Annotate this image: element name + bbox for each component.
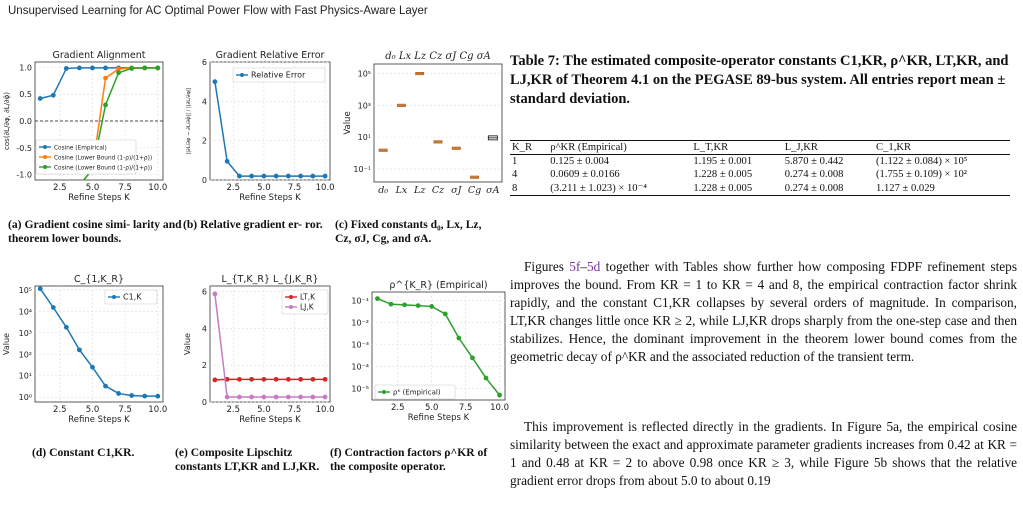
data-point — [310, 395, 315, 400]
y-tick-label: 10⁻⁵ — [351, 384, 369, 394]
caption-c-text: Fixed constants d₀, Lx, Lz, Cz, σJ, Cg, and σA. — [335, 218, 482, 245]
data-point — [261, 377, 266, 382]
table-cell: 4 — [512, 169, 518, 180]
caption-f-label: (f) — [330, 446, 342, 459]
data-point — [103, 76, 108, 81]
x-tick-label: 5.0 — [85, 405, 100, 415]
data-point — [416, 303, 421, 308]
table-header-cell: ρ^KR (Empirical) — [550, 142, 627, 153]
data-point — [51, 305, 56, 310]
y-tick-label: 6 — [201, 287, 207, 297]
chart-contraction — [340, 262, 510, 422]
caption-b — [183, 218, 333, 232]
x-tick-label: σA — [486, 185, 500, 196]
data-point — [225, 159, 230, 164]
table-header-cell: C_1,KR — [876, 142, 912, 153]
data-point — [129, 393, 134, 398]
chart-d-svg — [0, 262, 170, 425]
data-point — [323, 174, 328, 179]
y-tick-label: 10¹ — [18, 371, 32, 381]
data-point — [375, 296, 380, 301]
x-tick-label: 2.5 — [53, 405, 67, 415]
data-point — [90, 365, 95, 370]
x-tick-label: 5.0 — [257, 183, 271, 193]
data-point — [129, 66, 134, 71]
chart-title: L_{T,K_R} L_{J,K_R} — [221, 274, 319, 285]
figure-ref-5d[interactable]: 5d — [587, 259, 601, 274]
x-tick-label: Lz — [414, 185, 426, 196]
x-tick-label: 7.5 — [118, 183, 132, 193]
caption-f — [330, 446, 495, 474]
x-tick-label: Cz — [431, 185, 445, 196]
y-tick-label: 0 — [201, 398, 207, 407]
chart-title: Gradient Relative Error — [215, 50, 325, 61]
chart-a-svg — [0, 40, 170, 210]
y-tick-label: 2 — [201, 361, 207, 371]
data-point — [103, 384, 108, 389]
caption-b-text: Relative gradient er- ror. — [200, 218, 323, 231]
data-point — [103, 66, 108, 71]
y-tick-label: 10⁰ — [18, 393, 32, 403]
table-cell: (3.211 ± 1.023) × 10⁻⁴ — [550, 183, 647, 194]
y-tick-label: 4 — [201, 97, 207, 107]
chart-constant-c1 — [0, 262, 170, 425]
table-header-cell: K_R — [512, 142, 533, 153]
y-tick-label: 10⁻² — [351, 318, 369, 328]
data-point — [38, 96, 43, 101]
y-tick-label: -1.0 — [16, 170, 32, 180]
data-point — [249, 395, 254, 400]
data-point — [456, 336, 461, 341]
legend-label: ρᴷ (Empirical) — [393, 388, 441, 397]
x-axis-label: Refine Steps K — [239, 193, 301, 203]
data-point — [142, 394, 147, 399]
caption-a — [8, 218, 183, 246]
plot-frame — [372, 292, 505, 400]
y-tick-label: 0.5 — [19, 90, 32, 100]
table-cell: 0.0609 ± 0.0166 — [550, 169, 620, 180]
running-head: Unsupervised Learning for AC Optimal Power Flow with Fast Physics-Aware Layer — [8, 5, 428, 17]
x-tick-label: 2.5 — [226, 183, 241, 193]
y-axis-label: Value — [343, 111, 353, 135]
table-row — [510, 181, 1010, 196]
body-text-2: This improvement is reflected directly in the gradients. In Figure 5a, the empirical cosine similarity between the exact and approximate parameter gradients increases from 0.42 at KR = 1 and 0.48 at KR = 2 to above 0.98 once KR ≥ 3, while Figure 5b shows that the relative gradient error drops from about 5.0 to about 0.19 — [510, 419, 1017, 488]
y-tick-label: 2 — [201, 136, 207, 146]
data-point — [249, 174, 254, 179]
x-tick-label: 7.5 — [458, 403, 473, 413]
legend-marker — [289, 295, 293, 299]
data-point — [274, 395, 279, 400]
table-cell: 5.870 ± 0.442 — [784, 156, 844, 167]
data-point — [470, 355, 475, 360]
body-text-1: together with Tables show further how composing FDPF refinement steps improves the bound. From KR = 1 to KR = 4 and 8, the empirical contraction factor shrink rapidly, and the constant C1,KR collapses by several orders of magnitude. In comparison, LT,KR changes little once KR ≥ 2, while LJ,KR drops sharply from the one-step case and then stabilizes. Hence, the dominant improvement in the theorem lower bound comes from the geometric decay of ρ^KR and the associated reduction of the transient term. — [510, 259, 1017, 364]
data-point — [402, 302, 407, 307]
chart-gradient-alignment — [0, 40, 170, 215]
figure-ref-5f[interactable]: 5f — [569, 259, 581, 274]
data-point — [323, 395, 328, 400]
y-axis-label: Value — [183, 333, 192, 355]
caption-e-text: Composite Lipschitz constants LT,KR and LJ,KR. — [175, 446, 320, 473]
legend-label: C1,K — [123, 292, 142, 302]
y-tick-label: 0.0 — [19, 117, 32, 126]
body-paragraph-2 — [510, 418, 1017, 490]
table-cell: 1.228 ± 0.005 — [693, 182, 753, 194]
plot-frame — [374, 64, 502, 182]
data-point — [261, 174, 266, 179]
table-cell: (1.122 ± 0.084) × 10⁵ — [876, 156, 968, 167]
chart-b-svg — [170, 40, 340, 210]
legend-marker — [43, 145, 47, 149]
data-point — [286, 377, 291, 382]
x-axis-label: Refine Steps K — [407, 413, 470, 423]
x-tick-label: 7.5 — [287, 183, 302, 193]
data-point — [429, 304, 434, 309]
legend-label: LJ,K — [300, 302, 314, 312]
data-point — [237, 377, 242, 382]
chart-lipschitz — [170, 262, 340, 425]
y-tick-label: 4 — [201, 324, 207, 334]
table-cell: 1 — [512, 156, 518, 167]
caption-c-label: (c) — [335, 218, 348, 231]
data-point — [286, 395, 291, 400]
data-point — [103, 103, 108, 108]
table-caption: Table 7: The estimated composite-operator constants C1,KR, ρ^KR, LT,KR, and LJ,KR of Theorem 4.1 on the PEGASE 89-bus system. All entries report mean ± standard deviation. — [510, 53, 1009, 107]
table-header-cell: L_T,KR — [693, 142, 729, 153]
y-tick-label: 10⁵ — [357, 69, 371, 79]
table-header-cell: L_J,KR — [784, 142, 818, 153]
series-line — [40, 289, 158, 396]
y-tick-label: 10⁻¹ — [351, 296, 369, 306]
data-point — [237, 174, 242, 179]
x-tick-label: Lx — [395, 185, 408, 196]
series-line — [377, 299, 499, 396]
data-point — [77, 347, 82, 352]
x-tick-label: 10.0 — [315, 183, 335, 193]
x-tick-label: 10.0 — [490, 403, 510, 413]
caption-d-label: (d) — [32, 446, 47, 459]
legend-label: LT,K — [300, 292, 316, 302]
data-point — [497, 393, 502, 398]
x-tick-label: 7.5 — [118, 405, 132, 415]
caption-a-text: Gradient cosine simi- larity and theorem lower bounds. — [8, 218, 182, 245]
chart-gradient-relative-error — [170, 40, 340, 215]
chart-title: Gradient Alignment — [52, 50, 146, 61]
chart-e-svg — [170, 262, 340, 425]
x-tick-label: Cg — [467, 185, 482, 196]
data-point — [286, 174, 291, 179]
data-point — [310, 174, 315, 179]
table-cell: 0.274 ± 0.008 — [784, 182, 844, 194]
data-point — [298, 174, 303, 179]
y-axis-label: cos(∂L/∂φ, ∂L/∂φ̂) — [3, 92, 11, 150]
y-tick-label: 10² — [18, 350, 32, 360]
caption-d-text: Constant C1,KR. — [49, 446, 135, 459]
data-point — [261, 395, 266, 400]
x-tick-label: σJ — [451, 185, 462, 196]
x-tick-label: 10.0 — [148, 183, 168, 193]
caption-d — [32, 446, 172, 460]
y-tick-label: 6 — [201, 58, 207, 67]
body-paragraph-1: Figures 5f–5d together with Tables show further how composing FDPF refinement steps improves the bound. From KR = 1 to KR = 4 and 8, the empirical contraction factor shrink rapidly, and the constant C1,KR collapses by several orders of magnitude. In comparison, LT,KR changes little once KR ≥ 2, while LJ,KR drops sharply from the one-step case and then stabilizes. Hence, the dominant improvement in the theorem lower bound comes from the geometric decay of ρ^KR and the associated reduction of the transient term. — [510, 259, 1017, 364]
data-point — [310, 377, 315, 382]
table-cell: 0.125 ± 0.004 — [550, 156, 610, 167]
data-point — [274, 174, 279, 179]
table-row — [510, 155, 1010, 169]
y-tick-label: 10⁵ — [18, 285, 32, 295]
table-7 — [510, 140, 1010, 196]
data-point — [323, 377, 328, 382]
caption-e — [175, 446, 325, 474]
y-tick-label: 10⁻⁴ — [351, 362, 369, 372]
legend-marker — [43, 165, 47, 169]
y-axis-label: ||∂L/∂φ − ∂L/∂φ̂|| / ||∂L/∂φ|| — [186, 87, 192, 155]
table-cell: (1.755 ± 0.109) × 10² — [876, 169, 967, 180]
legend-label: Cosine (Lower Bound (1-ρ)/(1+ρ)) — [54, 165, 153, 172]
x-axis-label: Refine Steps K — [239, 415, 301, 425]
data-point — [90, 66, 95, 71]
legend-marker — [289, 305, 293, 309]
x-tick-label: 7.5 — [287, 405, 302, 415]
data-point — [77, 66, 82, 71]
data-point — [212, 378, 217, 383]
table-cell: 0.274 ± 0.008 — [784, 169, 844, 180]
x-tick-label: 5.0 — [257, 405, 271, 415]
data-point — [212, 79, 217, 84]
legend-label: Cosine (Empirical) — [54, 145, 107, 152]
caption-f-text: Contraction factors ρ^KR of the composite operator. — [330, 446, 488, 473]
legend-marker — [112, 295, 116, 299]
table-row — [510, 168, 1010, 181]
x-tick-label: 5.0 — [85, 183, 100, 193]
data-point — [237, 395, 242, 400]
data-point — [212, 292, 217, 297]
x-axis-label: Refine Steps K — [68, 415, 130, 425]
table-cell: 8 — [512, 182, 518, 194]
x-tick-label: 5.0 — [424, 403, 439, 413]
data-point — [298, 395, 303, 400]
y-axis-label: Value — [2, 333, 11, 355]
data-point — [274, 377, 279, 382]
caption-a-label: (a) — [8, 218, 22, 231]
legend-marker — [382, 390, 386, 394]
y-tick-label: 10⁻¹ — [353, 164, 371, 174]
data-point — [389, 302, 394, 307]
table-cell: 1.127 ± 0.029 — [876, 182, 935, 194]
y-tick-label: 10⁴ — [18, 307, 32, 317]
chart-f-svg — [340, 262, 510, 423]
chart-title: ρ^{K_R} (Empirical) — [389, 280, 488, 291]
y-tick-label: 1.0 — [19, 63, 32, 73]
y-tick-label: 10³ — [18, 328, 32, 338]
data-point — [443, 312, 448, 317]
data-point — [249, 377, 254, 382]
legend-label: Relative Error — [251, 70, 306, 80]
y-tick-label: 10¹ — [357, 133, 371, 143]
x-tick-label: 2.5 — [226, 405, 241, 415]
y-tick-label: -0.5 — [16, 143, 32, 153]
x-axis-label: Refine Steps K — [68, 193, 130, 203]
x-tick-label: 10.0 — [148, 405, 168, 415]
series-line — [215, 379, 325, 380]
table-cell: 1.195 ± 0.001 — [693, 156, 753, 167]
data-point — [116, 70, 121, 75]
x-tick-label: 2.5 — [391, 403, 405, 413]
data-point — [116, 391, 121, 396]
chart-fixed-constants — [340, 40, 510, 215]
chart-c-svg — [340, 40, 510, 210]
series-line — [215, 82, 325, 176]
table-cell: 1.228 ± 0.005 — [693, 169, 753, 180]
table-header-row — [510, 141, 1010, 155]
data-point — [64, 325, 69, 330]
data-point — [484, 376, 489, 381]
caption-c — [335, 218, 495, 246]
data-point — [155, 394, 160, 399]
data-point — [51, 93, 56, 98]
data-point — [64, 66, 69, 71]
chart-title: C_{1,K_R} — [73, 274, 125, 285]
data-point — [298, 377, 303, 382]
y-tick-label: 0 — [201, 176, 207, 185]
data-point — [38, 286, 43, 291]
legend-marker — [240, 73, 244, 77]
caption-e-label: (e) — [175, 446, 188, 459]
x-tick-label: d₀ — [378, 185, 389, 196]
y-tick-label: 10³ — [357, 101, 371, 111]
x-tick-label: 10.0 — [315, 405, 335, 415]
x-tick-label: 2.5 — [53, 183, 67, 193]
caption-b-label: (b) — [183, 218, 198, 231]
chart-title: d₀ Lx Lz Cz σJ Cg σA — [385, 51, 491, 62]
legend-label: Cosine (Lower Bound (1-ρ)/(1+ρ)) — [54, 155, 153, 162]
data-point — [225, 395, 230, 400]
legend-marker — [43, 155, 47, 159]
data-point — [155, 66, 160, 71]
data-point — [142, 66, 147, 71]
y-tick-label: 10⁻³ — [351, 340, 369, 350]
